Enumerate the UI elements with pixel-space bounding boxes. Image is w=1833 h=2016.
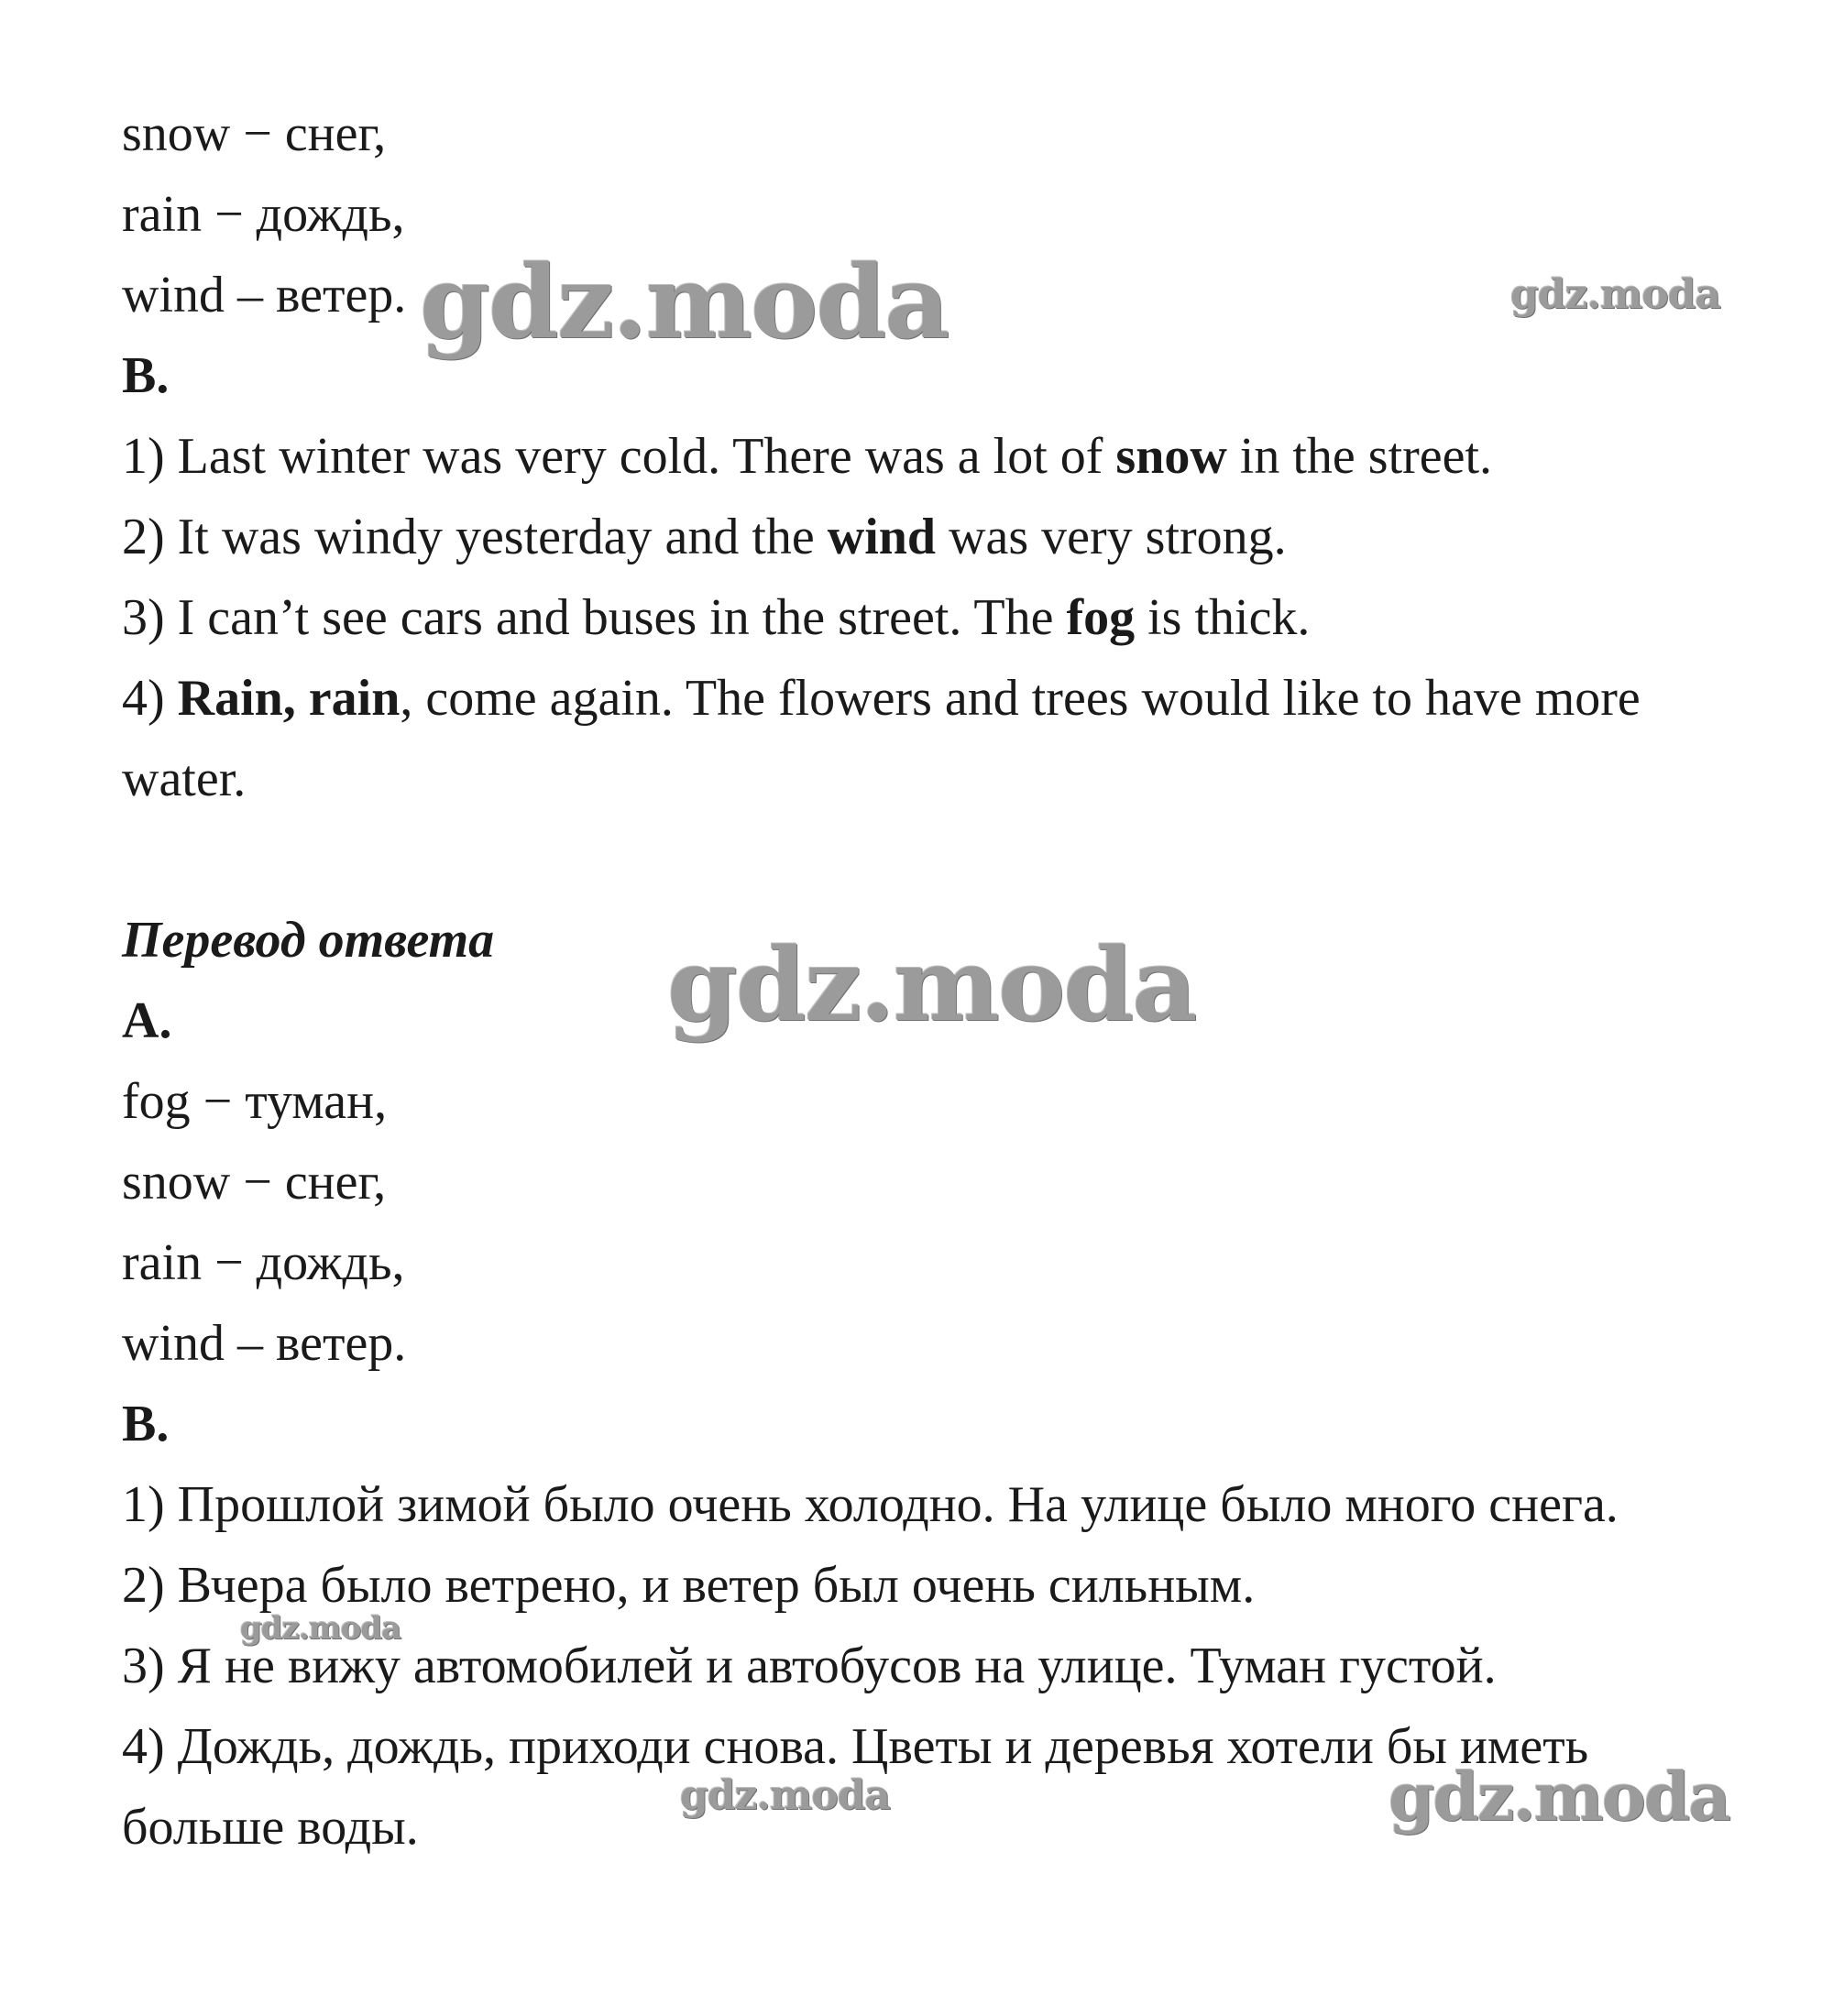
- vocab-separator: –: [225, 1315, 276, 1372]
- sentence-text: in the street.: [1226, 428, 1493, 485]
- sentence-text: 4): [122, 670, 178, 727]
- part-b-label: B.: [122, 347, 170, 404]
- translated-sentence: 1) Прошлой зимой было очень холодно. На улице было много снега.: [122, 1476, 1619, 1533]
- answer-word: wind: [827, 509, 937, 565]
- vocab-line: [122, 1154, 387, 1211]
- watermark-logo: gdz.moda: [1388, 1758, 1729, 1835]
- sentence-text: was very strong.: [936, 509, 1287, 565]
- answer-word: fog: [1066, 589, 1136, 646]
- sentence-text: 3) I can’t see cars and buses in the street. The: [122, 589, 1067, 646]
- translated-sentence-continuation: больше воды.: [122, 1799, 419, 1856]
- answer-word: snow: [1115, 428, 1227, 485]
- translated-sentence: 2) Вчера было ветрено, и ветер был очень сильным.: [122, 1557, 1256, 1614]
- watermark-logo: gdz.moda: [420, 243, 949, 361]
- vocab-separator: −: [190, 1073, 246, 1130]
- vocab-line: [122, 105, 387, 162]
- sentence-line: [122, 589, 1311, 646]
- sentence-line: [122, 670, 1641, 727]
- vocab-separator: −: [202, 1234, 257, 1291]
- translated-sentence: 4) Дождь, дождь, приходи снова. Цветы и деревья хотели бы иметь: [122, 1718, 1589, 1775]
- vocab-word: wind: [122, 267, 225, 323]
- vocab-word: wind: [122, 1315, 225, 1372]
- watermark-logo: gdz.moda: [240, 1610, 401, 1647]
- vocab-word: rain: [122, 1234, 203, 1291]
- vocab-separator: −: [230, 105, 285, 162]
- vocab-line: [122, 1234, 405, 1291]
- vocab-separator: −: [230, 1154, 285, 1211]
- vocab-translation: ветер.: [276, 1315, 407, 1372]
- vocab-translation: снег,: [284, 1154, 387, 1211]
- vocab-separator: –: [225, 267, 276, 323]
- vocab-line: [122, 186, 405, 243]
- vocab-word: snow: [122, 105, 231, 162]
- vocab-line: [122, 1315, 407, 1372]
- sentence-line: [122, 511, 1287, 563]
- sentence-continuation: water.: [122, 751, 247, 807]
- vocab-separator: −: [202, 186, 257, 243]
- vocab-line: [122, 269, 406, 321]
- watermark-logo: gdz.moda: [667, 926, 1196, 1044]
- answer-word: Rain, rain: [177, 670, 401, 727]
- vocab-translation: дождь,: [256, 1234, 405, 1291]
- sentence-line: [122, 428, 1493, 485]
- vocab-word: rain: [122, 186, 203, 243]
- part-a-label: A.: [122, 992, 172, 1049]
- vocab-translation: туман,: [245, 1073, 388, 1130]
- part-b-label: B.: [122, 1396, 170, 1452]
- vocab-word: snow: [122, 1154, 231, 1211]
- vocab-word: fog: [122, 1073, 191, 1130]
- vocab-line: [122, 1073, 388, 1130]
- vocab-translation: дождь,: [256, 186, 405, 243]
- sentence-text: 2) It was windy yesterday and the: [122, 509, 828, 565]
- vocab-translation: снег,: [284, 105, 387, 162]
- sentence-text: is thick.: [1135, 589, 1311, 646]
- vocab-translation: ветер.: [276, 267, 407, 323]
- watermark-logo: gdz.moda: [1510, 271, 1721, 318]
- sentence-text: , come again. The flowers and trees would like to have more: [400, 670, 1641, 727]
- translated-sentence: 3) Я не вижу автомобилей и автобусов на улице. Туман густой.: [122, 1638, 1497, 1694]
- watermark-logo: gdz.moda: [680, 1772, 891, 1819]
- translation-heading: Перевод ответа: [122, 912, 495, 969]
- sentence-text: 1) Last winter was very cold. There was a lot of: [122, 428, 1116, 485]
